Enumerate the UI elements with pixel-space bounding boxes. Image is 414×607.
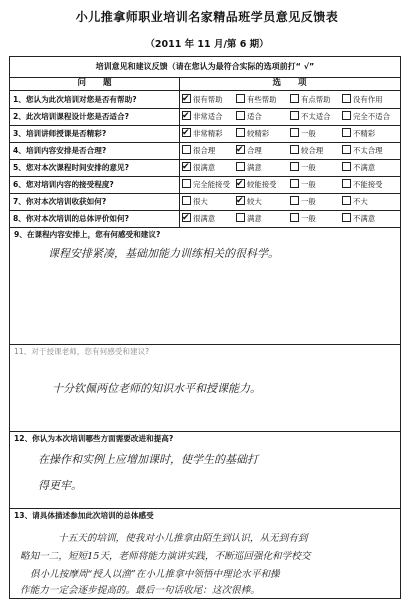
option[interactable] — [342, 176, 383, 193]
option[interactable] — [182, 108, 223, 125]
question-row — [10, 159, 400, 177]
option[interactable] — [342, 193, 368, 210]
form-instructions: 培训意见和建议反馈（请在您认为最符合实际的选项前打“ √” — [10, 57, 400, 78]
option-label: 不能接受 — [353, 180, 383, 189]
option-label: 一般 — [301, 129, 316, 138]
option-label: 一般 — [301, 197, 316, 206]
checked-checkbox[interactable] — [182, 94, 191, 103]
option[interactable] — [290, 159, 316, 176]
option-label: 很满意 — [193, 214, 216, 223]
checkbox[interactable] — [236, 94, 245, 103]
checked-checkbox[interactable] — [236, 145, 245, 154]
checkbox[interactable] — [290, 145, 299, 154]
option-label: 不满意 — [353, 214, 376, 223]
column-header-question: 问 题 — [10, 77, 180, 90]
option[interactable] — [236, 142, 262, 159]
checkbox[interactable] — [342, 213, 351, 222]
checkbox[interactable] — [342, 179, 351, 188]
checkbox[interactable] — [290, 179, 299, 188]
question-row — [10, 142, 400, 160]
handwritten-answer: 略知一二，短短15天，老师将能力演讲实践，不断巡回强化和学校交 — [20, 551, 311, 562]
checkbox[interactable] — [290, 213, 299, 222]
option[interactable] — [182, 159, 215, 176]
option[interactable] — [290, 210, 316, 227]
option-label: 很大 — [193, 197, 208, 206]
option-label: 较合理 — [301, 146, 324, 155]
option-label: 不太合理 — [353, 146, 383, 155]
open-question-text: 9、在课程内容安排上，您有何感受和建议? — [14, 230, 161, 239]
checked-checkbox[interactable] — [182, 111, 191, 120]
checkbox[interactable] — [290, 162, 299, 171]
form-title: 小儿推拿师职业培训名家精品班学员意见反馈表 — [75, 10, 339, 24]
form-subtitle: （2011 年 11 月/第 6 期） — [145, 39, 269, 50]
option[interactable] — [342, 159, 375, 176]
question-text: 5、您对本次课程时间安排的意见? — [13, 163, 129, 172]
checkbox[interactable] — [236, 111, 245, 120]
option-label: 没有作用 — [353, 95, 383, 104]
handwritten-answer: 十五天的培训，使我对小儿推拿由陌生到认识，从无到有到 — [58, 533, 308, 544]
question-text: 6、您对培训内容的接受程度? — [13, 180, 114, 189]
option-label: 适合 — [247, 112, 262, 121]
option-label: 一般 — [301, 180, 316, 189]
handwritten-answer: 在操作和实例上应增加课时，使学生的基础打 — [38, 453, 258, 466]
checkbox[interactable] — [290, 111, 299, 120]
checkbox[interactable] — [342, 162, 351, 171]
checkbox[interactable] — [182, 179, 191, 188]
checked-checkbox[interactable] — [236, 179, 245, 188]
option-label: 较精彩 — [247, 129, 270, 138]
open-question-section — [10, 508, 400, 600]
checked-checkbox[interactable] — [182, 128, 191, 137]
option[interactable] — [342, 108, 390, 125]
option[interactable] — [182, 176, 230, 193]
question-row — [10, 91, 400, 109]
option[interactable] — [182, 210, 215, 227]
checkbox[interactable] — [290, 94, 299, 103]
option-label: 有点帮助 — [301, 95, 331, 104]
checkbox[interactable] — [182, 196, 191, 205]
option-label: 非常适合 — [193, 112, 223, 121]
option-label: 很满意 — [193, 163, 216, 172]
option[interactable] — [290, 193, 316, 210]
checkbox[interactable] — [342, 196, 351, 205]
checkbox[interactable] — [236, 213, 245, 222]
checked-checkbox[interactable] — [182, 162, 191, 171]
option[interactable] — [182, 91, 223, 108]
question-text: 3、培训讲师授课是否精彩? — [13, 129, 107, 138]
checked-checkbox[interactable] — [236, 196, 245, 205]
option-label: 不大 — [353, 197, 368, 206]
option-label: 一般 — [301, 214, 316, 223]
option[interactable] — [236, 193, 262, 210]
option[interactable] — [290, 142, 323, 159]
open-question-text: 13、请具体描述参加此次培训的总体感受 — [14, 511, 154, 520]
question-row — [10, 176, 400, 194]
option-label: 不满意 — [353, 163, 376, 172]
checkbox[interactable] — [290, 128, 299, 137]
open-question-text: 11、对于授课老师，您有何感受和建议? — [14, 347, 150, 356]
option-label: 完全不适合 — [353, 112, 390, 121]
option-label: 满意 — [247, 163, 262, 172]
column-header-options: 选 项 — [272, 78, 307, 88]
option-label: 很合理 — [193, 146, 216, 155]
handwritten-answer: 得更牢。 — [38, 479, 82, 492]
question-text: 1、您认为此次培训对您是否有帮助? — [13, 95, 137, 104]
checkbox[interactable] — [342, 145, 351, 154]
handwritten-answer: 十分钦佩两位老师的知识水平和授课能力。 — [52, 382, 261, 395]
option-label: 很有帮助 — [193, 95, 223, 104]
option[interactable] — [182, 125, 223, 142]
option[interactable] — [182, 142, 215, 159]
option[interactable] — [290, 108, 331, 125]
option[interactable] — [236, 159, 262, 176]
option[interactable] — [342, 91, 383, 108]
checkbox[interactable] — [342, 94, 351, 103]
open-question-text: 12、你认为本次培训哪些方面需要改进和提高? — [14, 434, 174, 443]
checked-checkbox[interactable] — [182, 213, 191, 222]
option[interactable] — [236, 108, 262, 125]
question-row — [10, 193, 400, 211]
question-text: 8、你对本次培训的总体评价如何? — [13, 214, 129, 223]
option[interactable] — [342, 142, 383, 159]
question-row — [10, 108, 400, 126]
option-label: 较大 — [247, 197, 262, 206]
option-label: 不太适合 — [301, 112, 331, 121]
option-label: 满意 — [247, 214, 262, 223]
option[interactable] — [236, 91, 277, 108]
option-label: 非常精彩 — [193, 129, 223, 138]
option[interactable] — [290, 176, 316, 193]
question-row — [10, 125, 400, 143]
option-label: 有些帮助 — [247, 95, 277, 104]
handwritten-answer: 俱小儿按摩周“授人以渔”在小儿推拿中领悟中理论水平和操 — [30, 569, 280, 580]
option[interactable] — [342, 210, 375, 227]
option[interactable] — [290, 91, 331, 108]
checkbox[interactable] — [236, 162, 245, 171]
question-text: 4、培训内容安排是否合理? — [13, 146, 107, 155]
checkbox[interactable] — [342, 128, 351, 137]
question-text: 7、你对本次培训收获如何? — [13, 197, 107, 206]
option[interactable] — [290, 125, 316, 142]
checkbox[interactable] — [342, 111, 351, 120]
option-label: 不精彩 — [353, 129, 376, 138]
open-question-section — [10, 344, 400, 432]
feedback-form — [9, 56, 401, 599]
column-header — [10, 77, 400, 91]
question-row — [10, 210, 400, 228]
option-label: 较能接受 — [247, 180, 277, 189]
handwritten-answer: 作能力一定会逐步提高的。最后一句话收尾：这次很棒。 — [20, 585, 260, 596]
option-label: 一般 — [301, 163, 316, 172]
option[interactable] — [342, 125, 375, 142]
option[interactable] — [236, 176, 277, 193]
question-text: 2、此次培训课程设计您是否适合? — [13, 112, 129, 121]
checkbox[interactable] — [290, 196, 299, 205]
option-label: 合理 — [247, 146, 262, 155]
checkbox[interactable] — [182, 145, 191, 154]
option-label: 完全能接受 — [193, 180, 230, 189]
option[interactable] — [236, 125, 269, 142]
open-question-section — [10, 227, 400, 345]
open-question-section — [10, 431, 400, 509]
handwritten-answer: 课程安排紧凑，基础加能力训练相关的很科学。 — [48, 247, 279, 260]
option[interactable] — [236, 210, 262, 227]
checkbox[interactable] — [236, 128, 245, 137]
option[interactable] — [182, 193, 208, 210]
